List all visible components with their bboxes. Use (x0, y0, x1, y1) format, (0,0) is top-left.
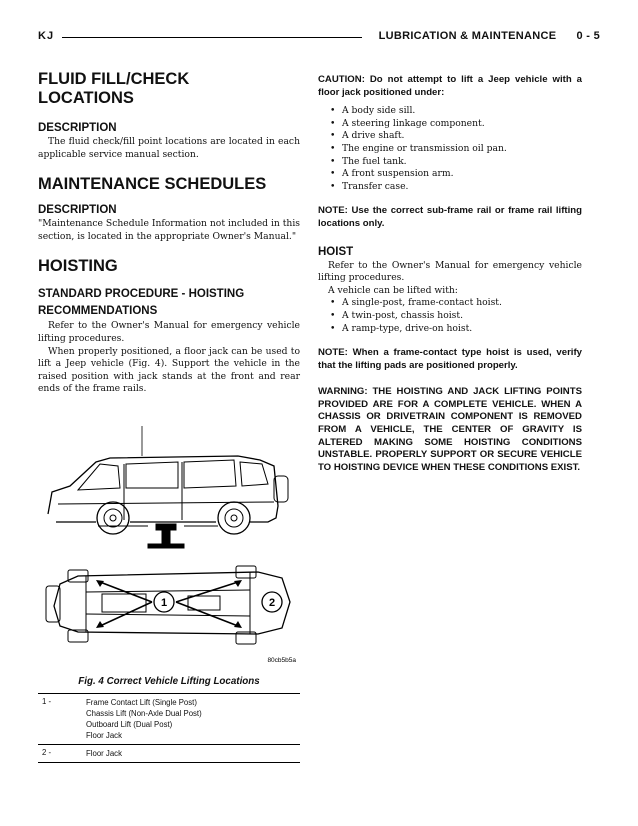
maintenance-schedules-title: MAINTENANCE SCHEDULES (38, 175, 267, 194)
caution-item: • A steering linkage component. (318, 118, 582, 131)
legend-number: 2 - (42, 747, 52, 757)
caution-item: • Transfer case. (318, 181, 582, 194)
legend-line: Frame Contact Lift (Single Post) (86, 697, 197, 707)
right-column (318, 74, 582, 474)
fluid-fill-title: FLUID FILL/CHECK LOCATIONS (38, 70, 190, 107)
note-frame-contact: NOTE: When a frame-contact type hoist is used, verify that the lifting pads are positioned properly. (318, 347, 582, 371)
standard-procedure-p2: When properly positioned, a floor jack can be used to lift a Jeep vehicle (Fig. 4). Support the vehicle in the raised position with jack stands at the front and rear ends of the frame rails. (38, 345, 300, 395)
page-header (38, 30, 600, 46)
hoist-item: • A ramp-type, drive-on hoist. (318, 323, 582, 336)
hoist-item: • A twin-post, chassis hoist. (318, 310, 582, 323)
standard-procedure-p1: Refer to the Owner's Manual for emergency vehicle lifting procedures. (38, 320, 300, 344)
hoisting-title: HOISTING (38, 257, 118, 276)
legend-row (38, 694, 300, 745)
fluid-description-heading: DESCRIPTION (38, 122, 117, 134)
callout-2-marker (262, 592, 282, 612)
jeep-side-view (48, 426, 288, 548)
legend-number: 1 - (42, 696, 52, 706)
callout-1: 1 (160, 596, 168, 609)
hoist-item: • A single-post, frame-contact hoist. (318, 297, 582, 310)
legend-line: Outboard Lift (Dual Post) (86, 719, 173, 729)
hoist-list (318, 297, 582, 335)
caution-text: CAUTION: Do not attempt to lift a Jeep vehicle with a floor jack positioned under: (318, 74, 582, 98)
legend-line: Floor Jack (86, 748, 122, 758)
lifting-figure (38, 406, 300, 668)
caution-item: • The engine or transmission oil pan. (318, 143, 582, 156)
caution-item: • The fuel tank. (318, 156, 582, 169)
hoist-text-2: A vehicle can be lifted with: (328, 284, 458, 296)
vehicle-lifting-illustration (38, 406, 300, 668)
figure-code: 80cb5b5a (267, 656, 296, 664)
callout-2: 2 (268, 596, 276, 609)
figure-caption: Fig. 4 Correct Vehicle Lifting Locations (78, 675, 260, 687)
caution-item: • A front suspension arm. (318, 168, 582, 181)
legend-line: Floor Jack (86, 730, 122, 740)
caution-item: • A drive shaft. (318, 130, 582, 143)
fluid-description-text: The fluid check/fill point locations are located in each applicable service manual section. (38, 136, 300, 160)
standard-procedure-heading: STANDARD PROCEDURE - HOISTING RECOMMENDATIONS (38, 288, 245, 318)
caution-list (318, 105, 582, 193)
figure-legend (38, 693, 300, 763)
caution-item: • A body side sill. (318, 105, 582, 118)
hoist-text-1: Refer to the Owner's Manual for emergency vehicle lifting procedures. (318, 259, 582, 284)
header-rule (62, 37, 362, 38)
left-column (38, 70, 300, 763)
header-model-code: KJ (38, 30, 55, 42)
callout-1-marker (154, 592, 174, 612)
header-section: LUBRICATION & MAINTENANCE 0 - 5 (378, 30, 600, 42)
maintenance-description-text: "Maintenance Schedule Information not included in this section, is located in the appropriate Owner's Manual." (38, 218, 300, 242)
legend-line: Chassis Lift (Non-Axle Dual Post) (86, 708, 202, 718)
legend-row (38, 745, 300, 763)
maintenance-description-heading: DESCRIPTION (38, 204, 117, 217)
note-frame-rail: NOTE: Use the correct sub-frame rail or frame rail lifting locations only. (318, 205, 582, 229)
warning-text: WARNING: THE HOISTING AND JACK LIFTING POINTS PROVIDED ARE FOR A COMPLETE VEHICLE. WHEN A CHASSIS OR DRIVETRAIN COMPONENT IS REMOVED FROM A VEHICLE, THE CENTER OF GRAVITY IS ALTERED MAKING SOME HOISTING CONDITIONS UNSTABLE. PROPERLY SUPPORT OR SECURE VEHICLE TO HOISTING DEVICE WHEN THESE CONDITIONS EXIST. (318, 386, 582, 473)
hoist-heading: HOIST (318, 245, 354, 258)
